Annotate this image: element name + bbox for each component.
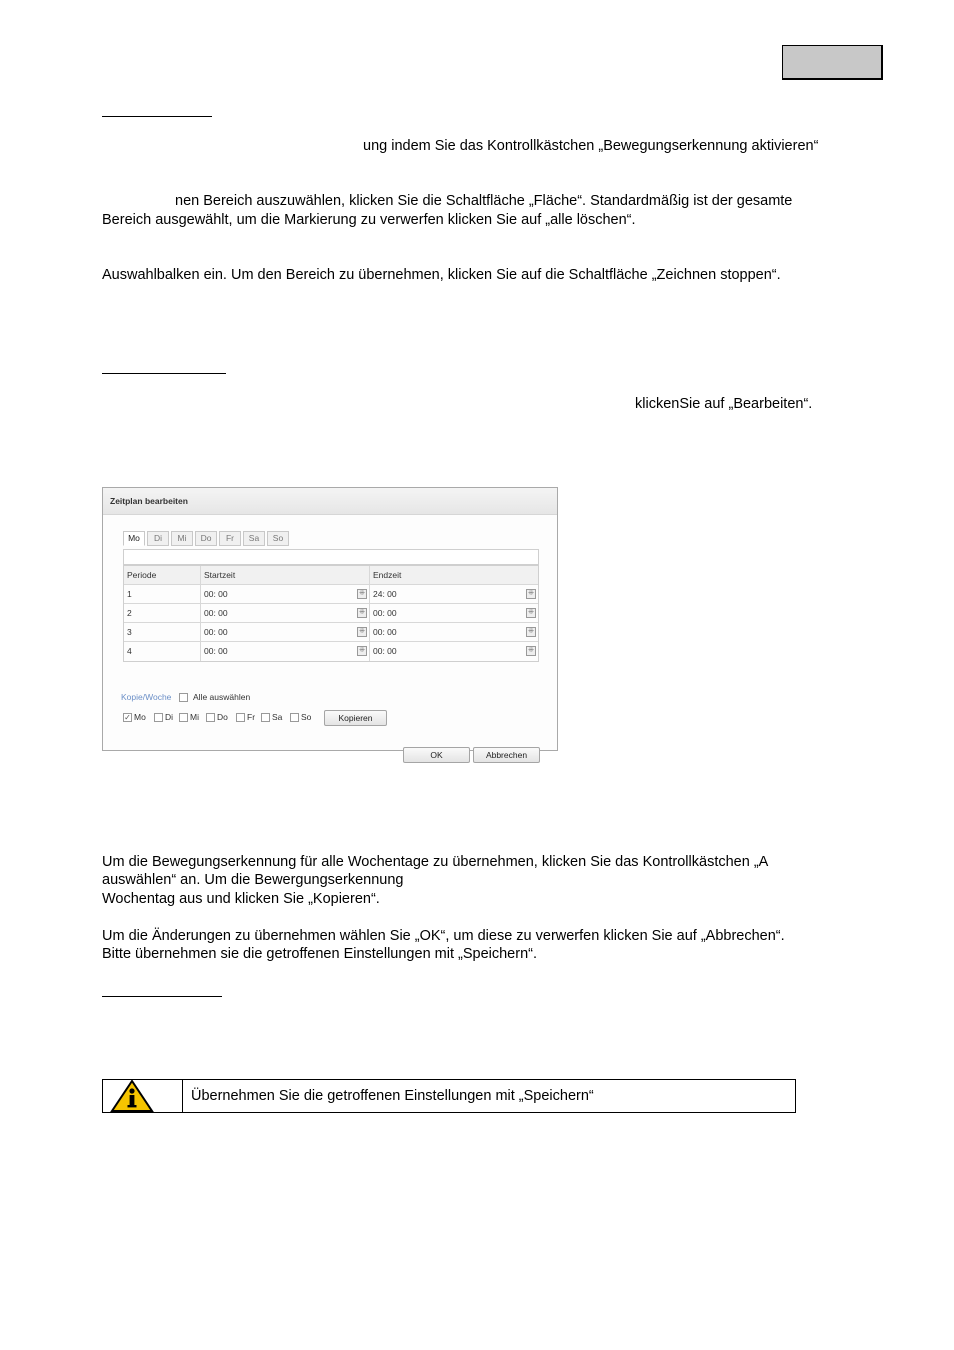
cancel-button[interactable]: Abbrechen [473,747,540,763]
period-table [123,565,539,662]
select-all-checkbox[interactable] [179,693,188,702]
clock-icon[interactable]: ⁜ [357,608,367,618]
info-text: Übernehmen Sie die getroffenen Einstellungen mit „Speichern“ [191,1088,594,1104]
tab-sa[interactable]: Sa [243,531,265,546]
tab-so[interactable]: So [267,531,289,546]
paragraph-confirm-line2: Bitte übernehmen sie die getroffenen Einstellungen mit „Speichern“. [102,946,537,962]
table-row [124,642,538,661]
day-label-fr: Fr [247,712,256,722]
day-label-mi: Mi [190,712,199,722]
end-time-value: 00: 00 [373,646,397,656]
day-checkbox-mo[interactable]: ✓ [124,713,131,722]
day-label-di: Di [165,712,174,722]
end-time-field[interactable] [370,623,538,641]
dialog-header [103,488,557,515]
paragraph-copy-line1: Um die Bewegungserkennung für alle Wochentage zu übernehmen, klicken Sie das Kontrollkästchen „A [102,854,769,870]
period-cell: 2 [124,604,201,622]
tab-fr[interactable]: Fr [219,531,241,546]
table-row [124,604,538,623]
clock-icon[interactable]: ⁜ [526,627,536,637]
clock-icon[interactable]: ⁜ [357,646,367,656]
start-time-value: 00: 00 [204,646,228,656]
table-header-row [124,566,538,585]
day-checkbox-mi[interactable] [179,713,188,722]
start-time-value: 00: 00 [204,608,228,618]
paragraph-edit: klickenSie auf „Bearbeiten“. [635,396,813,412]
clock-icon[interactable]: ⁜ [357,627,367,637]
clock-icon[interactable]: ⁜ [526,608,536,618]
section-heading-underline [102,996,222,997]
clock-icon[interactable]: ⁜ [357,589,367,599]
column-header-period: Periode [124,566,201,584]
paragraph-draw: Auswahlbalken ein. Um den Bereich zu übernehmen, klicken Sie auf die Schaltfläche „Zeichnen stoppen“. [102,267,781,283]
column-header-end: Endzeit [373,570,402,580]
tab-do[interactable]: Do [195,531,217,546]
day-checkbox-sa[interactable] [261,713,270,722]
paragraph-copy-line2: auswählen“ an. Um die Bewergungserkennung [102,872,404,888]
paragraph-area-line1: nen Bereich auszuwählen, klicken Sie die Schaltfläche „Fläche“. Standardmäßig ist der gesamte [175,193,793,209]
day-checkbox-di[interactable] [154,713,163,722]
clock-icon[interactable]: ⁜ [526,646,536,656]
column-header-start: Startzeit [201,566,370,584]
schedule-dialog [102,487,558,760]
day-label-mo: Mo [134,712,146,722]
copy-week-link[interactable]: Kopie/Woche [121,692,172,702]
paragraph-copy-line3: Wochentag aus und klicken Sie „Kopieren“. [102,891,380,907]
ok-button[interactable]: OK [403,747,470,763]
day-label-so: So [301,712,312,722]
start-time-field[interactable] [201,585,370,603]
start-time-field[interactable] [201,642,370,661]
dialog-body [103,515,557,760]
start-time-value: 00: 00 [204,627,228,637]
info-warning-icon [110,1079,154,1113]
day-label-sa: Sa [272,712,283,722]
day-label-do: Do [217,712,228,722]
info-icon-cell [103,1080,183,1112]
paragraph-confirm-line1: Um die Änderungen zu übernehmen wählen Sie „OK“, um diese zu verwerfen klicken Sie auf „Abbrechen“. [102,928,785,944]
day-checkbox-do[interactable] [206,713,215,722]
info-box [102,1079,796,1113]
tab-mo[interactable]: Mo [123,531,145,546]
start-time-field[interactable] [201,623,370,641]
clock-icon[interactable]: ⁜ [526,589,536,599]
start-time-value: 00: 00 [204,589,228,599]
end-time-value: 00: 00 [373,627,397,637]
day-checkbox-so[interactable] [290,713,299,722]
table-row [124,623,538,642]
language-tab [782,45,883,80]
timeline-bar[interactable] [123,549,539,565]
section-heading-underline [102,116,212,117]
table-row [124,585,538,604]
day-checkbox-fr[interactable] [236,713,245,722]
paragraph-area-line2: Bereich ausgewählt, um die Markierung zu verwerfen klicken Sie auf „alle löschen“. [102,212,636,228]
period-cell: 4 [124,642,201,661]
end-time-field[interactable] [370,585,538,603]
select-all-label: Alle auswählen [193,692,251,702]
start-time-field[interactable] [201,604,370,622]
end-time-value: 24: 00 [373,589,397,599]
tab-di[interactable]: Di [147,531,169,546]
section-heading-underline [102,373,226,374]
tab-mi[interactable]: Mi [171,531,193,546]
end-time-field[interactable] [370,604,538,622]
end-time-value: 00: 00 [373,608,397,618]
paragraph-activate: ung indem Sie das Kontrollkästchen „Bewegungserkennung aktivieren“ [363,138,819,154]
dialog-title: Zeitplan bearbeiten [110,496,188,506]
end-time-field[interactable] [370,642,538,661]
period-cell: 3 [124,623,201,641]
period-cell: 1 [124,585,201,603]
copy-button[interactable]: Kopieren [324,710,387,726]
